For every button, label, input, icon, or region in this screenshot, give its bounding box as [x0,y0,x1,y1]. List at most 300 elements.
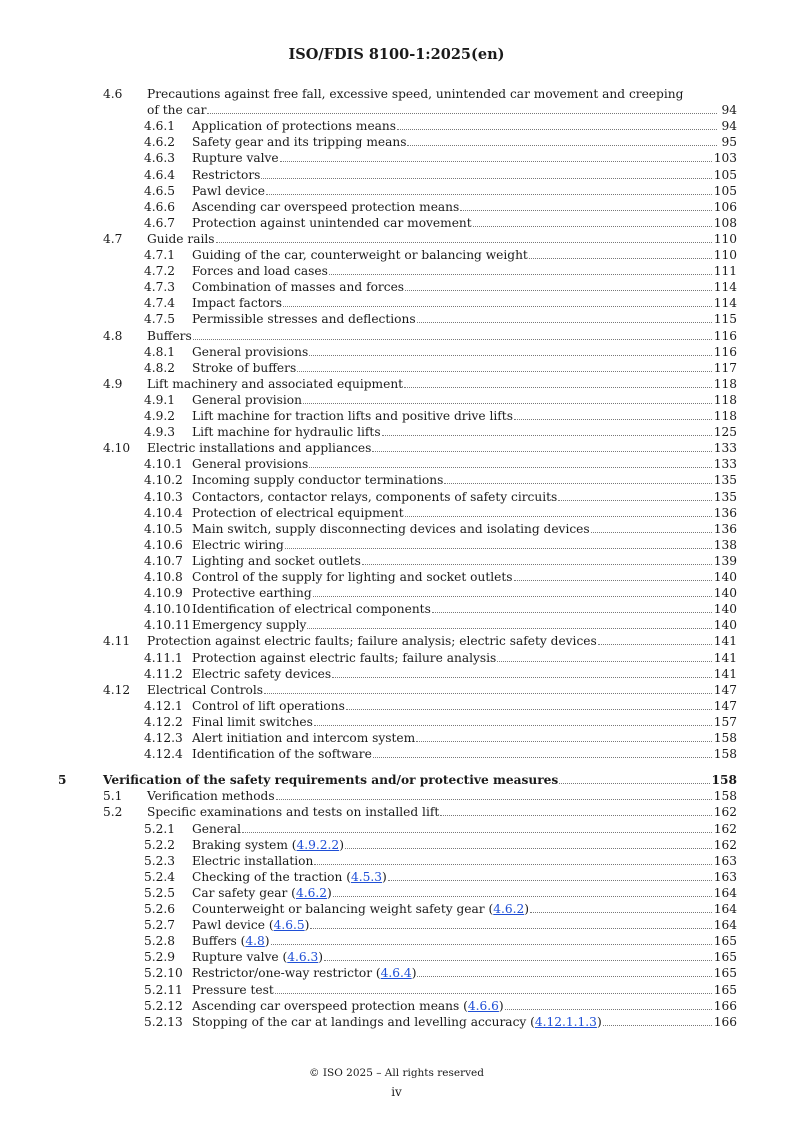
toc-entry[interactable] [0,215,793,231]
toc-entry-title-text: Lighting and socket outlets [192,553,361,568]
toc-entry[interactable] [0,489,793,505]
toc-entry-number: 5.2.12 [144,998,183,1013]
toc-entry-page: 94 [721,103,737,118]
toc-entry-line [192,666,737,682]
toc-entry-line [192,456,737,472]
toc-entry[interactable] [0,456,793,472]
toc-entry-title [192,869,387,885]
toc-entry[interactable] [0,746,793,762]
toc-entry-page: 165 [713,982,737,997]
toc-entry-title-text: Impact factors [192,296,282,311]
toc-entry-line [192,837,737,853]
toc-entry-title-text: Stopping of the car at landings and levelling accuracy ( [192,1014,535,1029]
toc-entry[interactable] [0,585,793,601]
toc-entry[interactable] [0,837,793,853]
dot-leader [216,231,712,243]
toc-entry-title-text: Electric safety devices [192,666,332,681]
toc-entry-line [147,804,737,820]
toc-entry-title-text: Protection of electrical equipment [192,505,404,520]
toc-entry-title-text: Buffers [147,328,192,343]
toc-entry-line [192,150,737,166]
dot-leader [333,885,712,897]
toc-entry[interactable] [0,167,793,183]
dot-leader [261,167,711,179]
toc-entry-title-text: Identification of the software [192,747,372,762]
toc-entry-title-text: Forces and load cases [192,264,328,279]
toc-entry-number: 4.6.5 [144,183,176,198]
toc-entry-page: 135 [713,489,737,504]
toc-entry-page: 103 [713,151,737,166]
toc-entry-line [192,118,737,134]
toc-entry-title-text: Ascending car overspeed protection means [192,199,460,214]
toc-entry-title [147,633,597,649]
toc-entry-number: 4.7 [103,231,123,246]
toc-entry-title [192,263,328,279]
toc-entry-title [192,837,344,853]
toc-entry-page: 140 [713,618,737,633]
toc-entry[interactable] [0,328,793,344]
toc-entry-line [192,949,737,965]
dot-leader [397,118,717,130]
toc-entry-line [192,263,737,279]
toc-entry-line [192,424,737,440]
toc-entry-title [192,408,513,424]
toc-entry-title [147,682,263,698]
toc-entry-number: 5.2.11 [144,982,183,997]
toc-entry-page: 114 [713,280,737,295]
toc-entry[interactable] [0,86,793,102]
toc-entry[interactable] [0,392,793,408]
dot-leader [266,183,712,195]
toc-entry-number: 4.9.2 [144,409,176,423]
toc-entry-number: 5.2.8 [144,934,176,949]
toc-entry[interactable] [0,853,793,869]
toc-entry-title [192,698,345,714]
toc-entry-title [192,199,459,215]
toc-entry-page: 94 [721,119,737,134]
toc-entry-number: 4.12.1 [144,698,183,713]
dot-leader [303,392,712,404]
toc-entry-title-text: General [192,821,241,836]
toc-entry-line [192,360,737,376]
toc-entry-title-text: Restrictors [192,167,261,182]
dot-leader [529,247,712,259]
toc-entry[interactable] [0,569,793,585]
toc-entry-title [147,376,403,392]
toc-entry-line [192,392,737,408]
toc-entry-title-text: Counterweight or balancing weight safety gear ( [192,902,494,916]
dot-leader [473,215,712,227]
toc-entry[interactable] [0,183,793,199]
toc-entry-number: 4.10.5 [144,521,183,536]
toc-entry-title [147,440,371,456]
toc-entry-page: 116 [713,344,737,359]
dot-leader [329,263,712,275]
copyright-footer: © ISO 2025 – All rights reserved [309,1067,484,1079]
toc-entry-number: 4.6.3 [144,151,176,166]
toc-entry-line [192,917,737,933]
toc-entry-title-text: Restrictor/one-way restrictor ( [192,966,381,981]
toc-entry-number: 5.2.6 [144,902,176,916]
toc-entry-title [103,772,558,788]
toc-entry-title [192,489,557,505]
toc-entry-line [192,933,737,949]
dot-leader [309,344,712,356]
dot-leader [314,853,711,865]
dot-leader [271,933,712,945]
toc-entry-number: 4.10.1 [144,457,183,472]
toc-entry-number: 4.7.1 [144,248,176,262]
toc-entry-page: 141 [713,666,737,681]
toc-entry-title-text: Alert initiation and intercom system [192,731,416,745]
cross-reference-link[interactable]: 4.6.5 [273,918,305,933]
toc-entry[interactable] [0,666,793,682]
toc-entry-page: 164 [713,885,737,900]
toc-entry-number: 5.2.10 [144,966,183,981]
toc-entry-title-text: General provisions [192,457,309,472]
dot-leader [407,134,717,146]
toc-entry-title [192,183,265,199]
toc-entry-page: 158 [711,773,737,788]
toc-entry-title-text: Rupture valve ( [192,950,288,965]
toc-entry[interactable] [0,949,793,965]
toc-entry-number: 4.10.11 [144,618,191,633]
toc-entry[interactable] [0,247,793,263]
toc-entry[interactable] [0,1014,793,1030]
dot-leader [460,199,711,211]
toc-entry[interactable] [0,633,793,649]
toc-entry-line [147,231,737,247]
toc-entry-title [192,617,306,633]
toc-entry-title-text: Pawl device ( [192,918,274,933]
toc-entry-title [192,885,332,901]
dot-leader [313,585,712,597]
dot-leader [193,328,712,340]
toc-entry-number: 5.2.5 [144,885,176,900]
toc-entry-number: 4.6 [103,87,123,101]
toc-entry-title-suffix: ) [318,950,324,965]
cross-reference-link[interactable]: 4.5.3 [351,869,383,884]
toc-entry[interactable] [0,505,793,521]
toc-entry-page: 95 [721,135,737,150]
toc-entry[interactable] [0,150,793,166]
toc-entry-title-text: Electrical Controls [147,682,264,697]
toc-entry-title [192,746,372,762]
toc-entry-title-text: Lift machinery and associated equipment [147,376,404,391]
toc-entry[interactable] [0,424,793,440]
toc-entry[interactable] [0,118,793,134]
toc-entry[interactable] [0,698,793,714]
toc-entry[interactable] [0,102,793,118]
toc-entry-number: 4.10.6 [144,537,183,552]
toc-entry-title [192,505,404,521]
toc-entry-number: 4.9.1 [144,392,176,407]
dot-leader [497,650,711,662]
toc-entry-line [147,682,737,698]
toc-entry-title-text: Pressure test [192,982,274,997]
toc-entry-page: 135 [713,473,737,488]
toc-entry-title [192,998,504,1014]
toc-entry-line [192,408,737,424]
toc-entry-title [192,311,416,327]
toc-entry[interactable] [0,263,793,279]
dot-leader [297,360,712,372]
toc-entry-page: 118 [713,376,737,391]
cross-reference-link[interactable]: 4.6.3 [287,950,319,965]
toc-entry-page: 162 [713,821,737,836]
dot-leader [207,102,717,114]
dot-leader [283,295,712,307]
toc-entry-title-text: Lift machine for hydraulic lifts [192,425,381,440]
toc-entry-page: 136 [713,521,737,536]
toc-entry-page: 106 [713,199,737,214]
toc-entry-title-suffix: ) [596,1014,602,1029]
toc-entry[interactable] [0,279,793,295]
toc-entry-title-suffix: ) [264,934,270,949]
dot-leader [285,537,712,549]
toc-entry-number: 4.7.4 [144,296,176,311]
toc-entry-number: 5.2.9 [144,950,176,965]
toc-entry-title-text: Electric installations and appliances [147,441,372,456]
toc-entry[interactable] [0,821,793,837]
toc-entry-line [192,1014,737,1030]
toc-entry-title-text: Application of protections means [192,119,397,134]
toc-entry-title-suffix: ) [304,918,310,933]
toc-entry[interactable] [0,650,793,666]
dot-leader [505,998,712,1010]
toc-entry-title [192,134,406,150]
toc-entry-line [192,821,737,837]
toc-entry-title-text: Ascending car overspeed protection means ( [192,998,468,1013]
cross-reference-link[interactable]: 4.6.2 [493,902,525,916]
toc-entry-title-text: Control of the supply for lighting and socket outlets [192,570,513,584]
toc-entry-page: 163 [713,869,737,884]
toc-entry-title [192,569,513,585]
toc-entry-title [192,585,312,601]
toc-entry-line [192,730,737,746]
toc-entry-title-text: Lift machine for traction lifts and positive drive lifts [192,409,513,423]
toc-entry-line [192,344,737,360]
toc-entry-number: 5.1 [103,789,123,804]
toc-entry[interactable] [0,788,793,804]
toc-entry-title-text: of the car [147,103,207,118]
toc-entry-line [192,698,737,714]
toc-entry-title-text: Electric installation [192,853,314,868]
toc-entry-line [192,714,737,730]
toc-entry-title-text: Verification of the safety requirements and/or protective measures [103,773,559,788]
toc-entry-page: 140 [713,586,737,601]
toc-entry[interactable] [0,199,793,215]
toc-entry-title [192,295,282,311]
toc-entry-page: 133 [713,441,737,456]
toc-entry[interactable] [0,682,793,698]
toc-entry-line [192,650,737,666]
dot-leader [404,376,712,388]
toc-entry[interactable] [0,804,793,820]
toc-entry-page: 139 [713,553,737,568]
toc-entry-title-text: Protection against electric faults; failure analysis; electric safety devices [147,634,597,649]
toc-entry-number: 4.12 [103,682,131,697]
toc-entry-page: 166 [713,998,737,1013]
toc-entry-title [192,650,496,666]
toc-entry-page: 125 [713,425,737,440]
toc-entry-line [192,183,737,199]
toc-entry-line [192,247,737,263]
cross-reference-link[interactable]: 4.6.2 [295,885,327,900]
toc-entry-title-text: Verification methods [147,789,275,804]
dot-leader [405,279,712,291]
toc-entry-title-text: Protection against electric faults; failure analysis [192,650,497,665]
dot-leader [346,698,712,710]
toc-entry-title-text: Rupture valve [192,151,279,166]
toc-entry[interactable] [0,998,793,1014]
toc-entry-title [192,537,284,553]
toc-entry-title-text: General provision [192,392,302,407]
toc-entry-number: 4.8.2 [144,360,176,375]
toc-entry[interactable] [0,231,793,247]
toc-entry-line [147,440,737,456]
toc-entry-page: 114 [713,296,737,311]
cross-reference-link[interactable]: 4.9.2.2 [296,837,340,852]
toc-entry-title [192,730,415,746]
toc-entry-page: 165 [713,966,737,981]
toc-entry-page: 147 [713,698,737,713]
toc-entry-line [192,965,737,981]
toc-entry[interactable] [0,472,793,488]
toc-entry[interactable] [0,917,793,933]
dot-leader [558,489,711,501]
toc-entry[interactable] [0,901,793,917]
dot-leader [314,714,712,726]
toc-entry-title [192,917,309,933]
toc-entry-title-text: Protective earthing [192,586,312,601]
toc-entry-number: 4.8.1 [144,344,176,359]
toc-entry[interactable] [0,344,793,360]
toc-entry-page: 141 [713,634,737,649]
toc-entry[interactable] [0,617,793,633]
toc-entry-line [192,982,737,998]
toc-entry-title [192,118,396,134]
toc-entry[interactable] [0,360,793,376]
toc-entry-title [147,804,439,820]
toc-entry[interactable] [0,772,793,788]
toc-entry-title-text: Pawl device [192,183,265,198]
toc-entry-title-text: Main switch, supply disconnecting devices and isolating devices [192,521,590,536]
dot-leader [276,788,712,800]
toc-entry-page: 166 [713,1014,737,1029]
toc-entry-title [192,982,274,998]
toc-entry[interactable] [0,521,793,537]
toc-entry-title [147,102,206,118]
toc-entry-title-text: Checking of the traction ( [192,869,352,884]
toc-entry-number: 4.6.7 [144,215,176,230]
cross-reference-link[interactable]: 4.8 [245,934,265,949]
toc-entry-number: 4.6.4 [144,167,176,182]
toc-entry[interactable] [0,295,793,311]
toc-entry-line [192,505,737,521]
toc-entry-line [192,489,737,505]
toc-entry[interactable] [0,601,793,617]
toc-entry-title-text: Combination of masses and forces [192,280,405,295]
toc-entry[interactable] [0,730,793,746]
dot-leader [514,408,712,420]
toc-entry-page: 158 [713,747,737,762]
toc-entry-title-text: Car safety gear ( [192,885,296,900]
toc-entry[interactable] [0,965,793,981]
cross-reference-link[interactable]: 4.12.1.1.3 [534,1014,597,1029]
toc-entry-line [192,167,737,183]
toc-entry-title [192,601,431,617]
toc-entry-page: 105 [713,183,737,198]
dot-leader [432,601,712,613]
toc-entry-title-text: Electric wiring [192,537,284,552]
toc-entry[interactable] [0,982,793,998]
toc-entry-number: 4.7.3 [144,280,176,295]
toc-entry[interactable] [0,553,793,569]
toc-entry[interactable] [0,714,793,730]
toc-entry-line [192,199,737,215]
toc-entry-line [192,585,737,601]
dot-leader [275,982,712,994]
toc-entry[interactable] [0,933,793,949]
toc-entry-page: 140 [713,570,737,584]
toc-entry[interactable] [0,408,793,424]
toc-entry-number: 5 [58,773,67,788]
dot-leader [444,472,711,484]
toc-entry-title-text: Braking system ( [192,837,297,852]
toc-entry-line [192,521,737,537]
toc-entry[interactable] [0,311,793,327]
toc-entry-title [192,150,279,166]
toc-entry-line [192,279,737,295]
toc-entry-page: 147 [713,682,737,697]
toc-entry[interactable] [0,869,793,885]
toc-entry-page: 105 [713,167,737,182]
toc-entry-line [192,601,737,617]
cross-reference-link[interactable]: 4.6.4 [380,966,412,981]
toc-entry-line [192,746,737,762]
toc-entry-number: 5.2.7 [144,918,176,933]
toc-entry-number: 4.6.6 [144,199,176,214]
dot-leader [307,617,711,629]
cross-reference-link[interactable]: 4.6.6 [467,998,499,1013]
toc-entry-line [192,215,737,231]
toc-entry[interactable] [0,134,793,150]
toc-entry-title-suffix: ) [498,998,504,1013]
toc-entry-line [147,376,737,392]
toc-entry-line [147,86,683,102]
toc-entry-number: 4.10.2 [144,473,183,488]
toc-entry-page: 140 [713,602,737,617]
toc-entry[interactable] [0,537,793,553]
toc-entry-title [192,853,313,869]
toc-entry-title-text: Stroke of buffers [192,360,297,375]
toc-entry-line [192,295,737,311]
toc-entry[interactable] [0,885,793,901]
toc-entry-number: 4.6.1 [144,119,176,134]
toc-entry-title-suffix: ) [382,869,387,884]
toc-entry-title-suffix: ) [524,902,530,916]
toc-entry[interactable] [0,376,793,392]
dot-leader [310,917,711,929]
toc-entry-number: 4.12.2 [144,714,183,729]
toc-entry-title [192,949,323,965]
dot-leader [559,772,709,784]
toc-entry-number: 4.10.4 [144,505,183,520]
toc-entry[interactable] [0,440,793,456]
toc-entry-line [192,311,737,327]
toc-entry-title-text: Safety gear and its tripping means [192,135,407,150]
